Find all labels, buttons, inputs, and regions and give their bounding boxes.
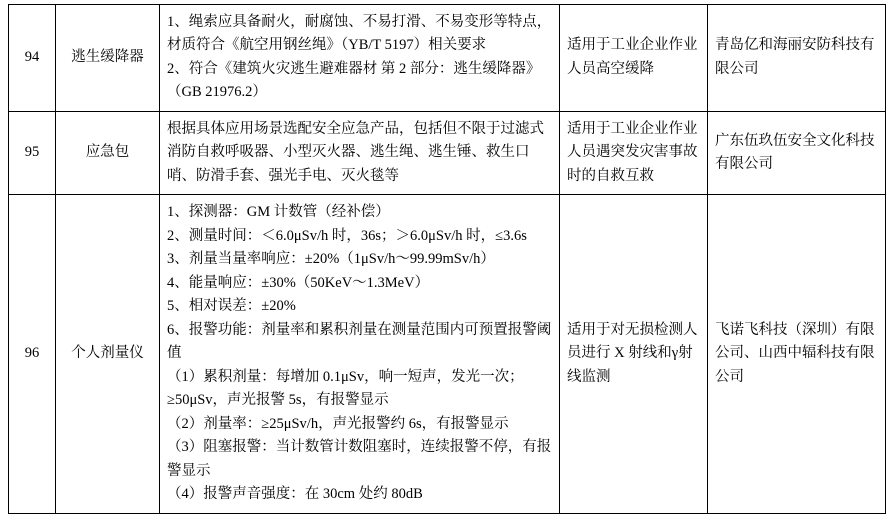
specification-cell: [160, 195, 560, 513]
maker-line: 飞诺飞科技（深圳）有限公司、山西中辐科技有限公司: [715, 321, 875, 385]
spec-line: （2）剂量率：≥25μSv/h，声光报警约 6s，有报警显示: [167, 415, 509, 432]
product-name-cell: 逃生缓降器: [56, 5, 160, 112]
spec-line: 1、探测器：GM 计数管（经补偿）: [167, 204, 390, 221]
table-row: [9, 111, 886, 194]
document-page: [0, 4, 893, 503]
specification-table: [8, 4, 886, 514]
application-cell: [560, 111, 708, 194]
maker-line: 广东伍玖伍安全文化科技有限公司: [715, 132, 875, 173]
product-name-cell: 个人剂量仪: [56, 195, 160, 513]
row-number-cell: 96: [9, 195, 56, 513]
maker-line: 青岛亿和海丽安防科技有限公司: [715, 37, 875, 77]
table-row: [9, 195, 886, 513]
manufacturer-cell: [708, 5, 886, 112]
application-cell: [560, 5, 708, 112]
spec-line: 根据具体应用场景选配安全应急产品，包括但不限于过滤式消防自救呼吸器、小型灭火器、逃生绳、逃生锤、救生口哨、防滑手套、强光手电、灭火毯等: [167, 120, 544, 184]
spec-line: 1、绳索应具备耐火，耐腐蚀、不易打滑、不易变形等特点，材质符合《航空用钢丝绳》（YB/T 5197）相关要求: [167, 14, 552, 54]
use-line: 适用于工业企业作业人员高空缓降: [567, 37, 698, 77]
specification-cell: [160, 111, 560, 194]
row-number-cell: 94: [9, 5, 56, 112]
table-row: [9, 5, 886, 112]
table-body: [9, 5, 886, 514]
spec-line: 4、能量响应：±30%（50KeV～1.3MeV）: [167, 274, 430, 291]
specification-cell: [160, 5, 560, 112]
product-name-cell: 应急包: [56, 111, 160, 194]
row-number-cell: 95: [9, 111, 56, 194]
spec-line: 6、报警功能：剂量率和累积剂量在测量范围内可预置报警阈值: [167, 321, 552, 362]
use-line: 适用于工业企业作业人员遇突发灾害事故时的自救互救: [567, 120, 698, 184]
spec-line: 3、剂量当量率响应：±20%（1μSv/h～99.99mSv/h）: [167, 251, 495, 268]
spec-line: （3）阻塞报警：当计数管计数阻塞时，连续报警不停，有报警显示: [167, 439, 552, 479]
manufacturer-cell: [708, 195, 886, 513]
use-line: 适用于对无损检测人员进行 X 射线和γ射线监测: [567, 321, 698, 385]
spec-line: 2、测量时间：＜6.0μSv/h 时，36s；＞6.0μSv/h 时，≤3.6s: [167, 227, 527, 244]
spec-line: （4）报警声音强度：在 30cm 处约 80dB: [167, 486, 423, 503]
spec-line: （1）累积剂量：每增加 0.1μSv，响一短声，发光一次；≥50μSv，声光报警 5s，有报警显示: [167, 368, 524, 409]
manufacturer-cell: [708, 111, 886, 194]
application-cell: [560, 195, 708, 513]
spec-line: 2、符合《建筑火灾逃生避难器材 第 2 部分：逃生缓降器》（GB 21976.2）: [167, 60, 541, 101]
spec-line: 5、相对误差：±20%: [167, 298, 296, 315]
